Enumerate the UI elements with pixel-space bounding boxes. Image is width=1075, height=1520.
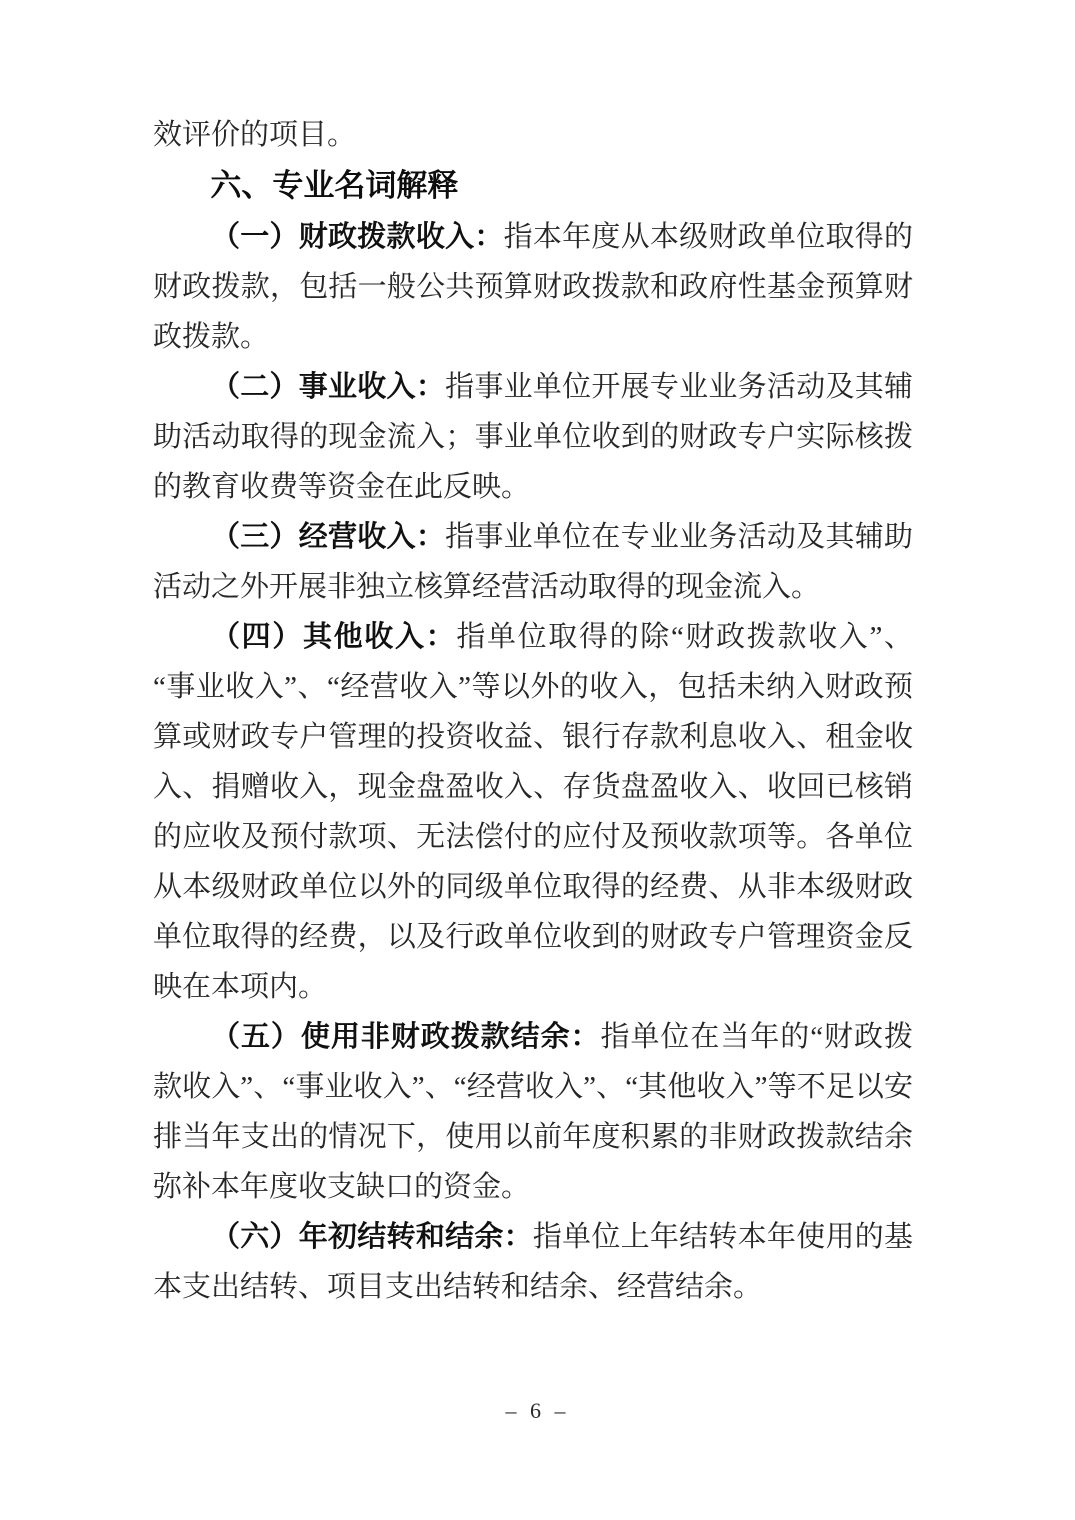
definition-term: （四）其他收入： xyxy=(211,621,457,653)
definition-term: （三）经营收入： xyxy=(211,521,446,553)
definition-paragraph xyxy=(153,1212,913,1312)
definition-body: 指单位取得的除“财政拨款收入”、“事业收入”、“经营收入”等以外的收入，包括未纳入财政预算或财政专户管理的投资收益、银行存款利息收入、租金收入、捐赠收入，现金盘盈收入、存货盘盈收入、收回已核销的应收及预付款项、无法偿付的应付及预收款项等。各单位从本级财政单位以外的同级单位取得的经费、从非本级财政单位取得的经费，以及行政单位收到的财政专户管理资金反映在本项内。 xyxy=(153,621,913,1003)
definition-body: 指事业单位开展专业业务活动及其辅助活动取得的现金流入；事业单位收到的财政专户实际核拨的教育收费等资金在此反映。 xyxy=(153,371,913,503)
definition-term: （五）使用非财政拨款结余： xyxy=(211,1021,601,1053)
continuation-line: 效评价的项目。 xyxy=(153,119,357,151)
page-body xyxy=(153,110,913,1312)
page-number: – 6 – xyxy=(505,1398,570,1423)
definition-paragraph xyxy=(153,612,913,1012)
definition-body: 指单位在当年的“财政拨款收入”、“事业收入”、“经营收入”、“其他收入”等不足以安排当年支出的情况下，使用以前年度积累的非财政拨款结余弥补本年度收支缺口的资金。 xyxy=(153,1021,913,1203)
definition-body: 指单位上年结转本年使用的基本支出结转、项目支出结转和结余、经营结余。 xyxy=(153,1221,913,1303)
definition-term: （六）年初结转和结余： xyxy=(211,1221,533,1253)
definition-body: 指事业单位在专业业务活动及其辅助活动之外开展非独立核算经营活动取得的现金流入。 xyxy=(153,521,913,603)
definition-paragraph xyxy=(153,1012,913,1212)
definition-term: （一）财政拨款收入： xyxy=(211,221,504,253)
definition-paragraph xyxy=(153,212,913,362)
definition-term: （二）事业收入： xyxy=(211,371,446,403)
definition-paragraph xyxy=(153,362,913,512)
section-heading: 六、专业名词解释 xyxy=(210,168,459,203)
definition-body: 指本年度从本级财政单位取得的财政拨款，包括一般公共预算财政拨款和政府性基金预算财政拨款。 xyxy=(153,221,913,353)
definition-paragraph xyxy=(153,512,913,612)
